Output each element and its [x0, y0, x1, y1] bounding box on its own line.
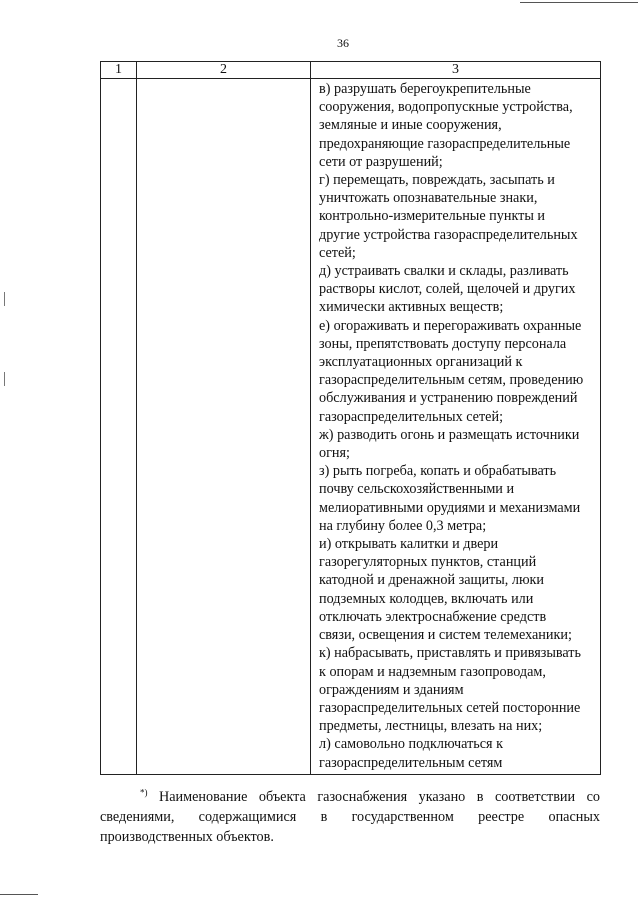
scan-top-rule — [520, 2, 638, 3]
text-line: газораспределительных сетей; — [319, 408, 504, 425]
text-line: и) открывать калитки и двери — [319, 536, 499, 553]
text-line: земляные и иные сооружения, — [319, 117, 502, 134]
table-cell-col2 — [137, 79, 311, 775]
text-line: контрольно-измерительные пункты и — [319, 208, 546, 225]
footnote-marker: *) — [140, 787, 148, 798]
text-line: газораспределительным сетям — [319, 754, 503, 771]
text-line: почву сельскохозяйственными и — [319, 481, 515, 498]
page-number: 36 — [337, 36, 349, 50]
column-header-3: 3 — [311, 62, 601, 79]
text-line: на глубину более 0,3 метра; — [319, 517, 487, 534]
text-line: отключать электроснабжение средств — [319, 608, 547, 625]
text-line: к опорам и надземным газопроводам, — [319, 663, 546, 680]
text-line: сетей; — [319, 244, 356, 261]
text-line: уничтожать опознавательные знаки, — [319, 190, 538, 207]
text-line: к) набрасывать, приставлять и привязывать — [319, 645, 581, 662]
text-line: другие устройства газораспределительных — [319, 226, 578, 243]
text-line: растворы кислот, солей, щелочей и других — [319, 281, 576, 298]
prohibitions-list — [311, 79, 600, 774]
text-line: зоны, препятствовать доступу персонала — [319, 335, 567, 352]
column-header-1: 1 — [101, 62, 137, 79]
scan-bottom-rule — [0, 894, 38, 895]
text-line: в) разрушать берегоукрепительные — [319, 81, 531, 97]
text-line: огня; — [319, 445, 350, 462]
text-line: сооружения, водопропускные устройства, — [319, 99, 573, 116]
document-table — [100, 61, 601, 775]
text-line: ж) разводить огонь и размещать источники — [319, 426, 580, 443]
text-line: предметы, лестницы, влезать на них; — [319, 718, 543, 735]
text-line: сети от разрушений; — [319, 153, 443, 170]
footnote-text: Наименование объекта газоснабжения указано в соответствии со — [159, 789, 600, 805]
text-line: газораспределительных сетей посторонние — [319, 699, 581, 716]
table-cell-col1 — [101, 79, 137, 775]
footnote — [100, 787, 600, 847]
text-line: г) перемещать, повреждать, засыпать и — [319, 172, 555, 189]
text-line: л) самовольно подключаться к — [319, 736, 504, 753]
text-line: газорегуляторных пунктов, станций — [319, 554, 537, 571]
footnote-line: сведениями, содержащимися в государственном реестре опасных — [100, 809, 600, 825]
text-line: мелиоративными орудиями и механизмами — [319, 499, 581, 516]
text-line: катодной и дренажной защиты, люки — [319, 572, 545, 589]
text-line: эксплуатационных организаций к — [319, 354, 523, 371]
scan-margin-mark — [4, 372, 5, 386]
text-line: ограждениям и зданиям — [319, 681, 464, 698]
scan-margin-mark — [4, 292, 5, 306]
table-header-row — [101, 62, 601, 79]
footnote-line — [100, 787, 600, 807]
text-line: связи, освещения и систем телемеханики; — [319, 627, 572, 644]
table-cell-col3 — [311, 79, 601, 775]
table-row — [101, 79, 601, 775]
footnote-line: производственных объектов. — [100, 829, 274, 845]
column-header-2: 2 — [137, 62, 311, 79]
text-line: з) рыть погреба, копать и обрабатывать — [319, 463, 557, 480]
text-line: д) устраивать свалки и склады, разливать — [319, 263, 569, 280]
text-line: химически активных веществ; — [319, 299, 504, 316]
text-line: подземных колодцев, включать или — [319, 590, 534, 607]
text-line: газораспределительным сетям, проведению — [319, 372, 584, 389]
text-line: е) огораживать и перегораживать охранные — [319, 317, 582, 334]
text-line: предохраняющие газораспределительные — [319, 135, 571, 152]
text-line: обслуживания и устранению повреждений — [319, 390, 578, 407]
